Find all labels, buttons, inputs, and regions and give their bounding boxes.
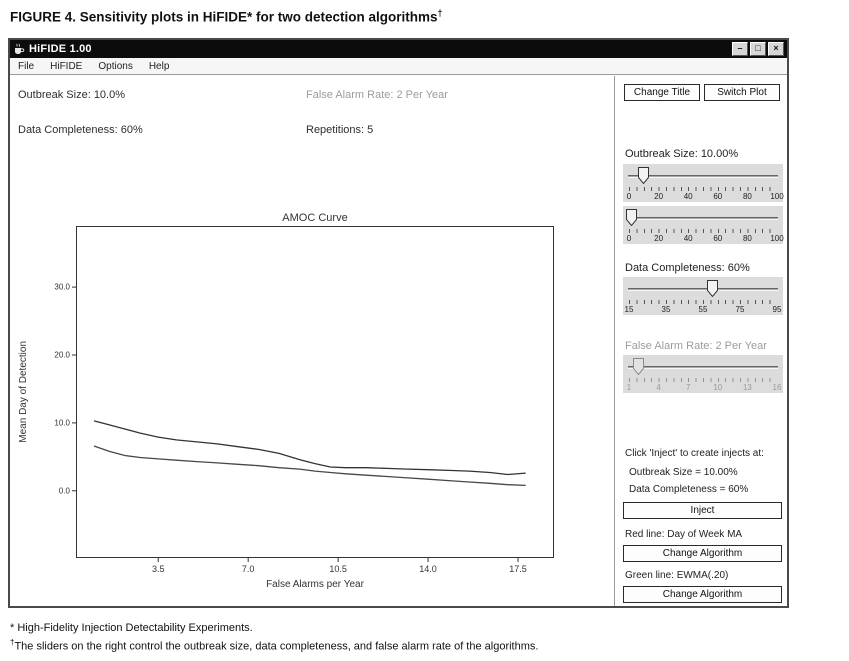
menu-bar xyxy=(10,58,787,75)
figure-caption-text: FIGURE 4. Sensitivity plots in HiFIDE* for two detection algorithms xyxy=(10,9,438,25)
figure-caption-dagger: † xyxy=(437,8,443,18)
footnote-star xyxy=(10,622,253,634)
change-algorithm-button-2[interactable]: Change Algorithm xyxy=(623,586,782,603)
status-repetitions: Repetitions: 5 xyxy=(306,124,374,136)
slider-tick-label: 10 xyxy=(713,383,723,392)
window-titlebar[interactable] xyxy=(10,40,787,58)
slider-tick-label: 7 xyxy=(685,383,691,392)
y-tick-label: 30.0 xyxy=(54,282,70,292)
window-controls xyxy=(732,42,784,56)
change-algorithm-button-1[interactable]: Change Algorithm xyxy=(623,545,782,562)
y-tick-labels xyxy=(36,226,70,558)
footnote-dagger xyxy=(10,638,538,653)
x-tick-label: 14.0 xyxy=(419,564,437,574)
x-tick-label: 17.5 xyxy=(509,564,527,574)
slider-track xyxy=(628,288,778,291)
inject-outbreak-value: Outbreak Size = 10.00% xyxy=(629,467,738,478)
slider-tick-label: 80 xyxy=(742,234,752,243)
minimize-icon[interactable]: – xyxy=(732,42,748,56)
slider-thumb[interactable] xyxy=(633,358,644,375)
slider-tick-label: 100 xyxy=(770,192,784,201)
slider-tick-label: 60 xyxy=(713,192,723,201)
slider-tick-label: 0 xyxy=(626,234,632,243)
slider-tick-label: 40 xyxy=(683,234,693,243)
slider-tick-label: 0 xyxy=(626,192,632,201)
red-line-legend: Red line: Day of Week MA xyxy=(625,529,743,540)
control-panel xyxy=(614,76,787,606)
y-axis-label xyxy=(16,226,30,558)
slider-labels xyxy=(626,192,784,202)
inject-hint: Click 'Inject' to create injects at: xyxy=(625,448,764,459)
x-axis-label: False Alarms per Year xyxy=(266,579,364,590)
slider-tick-label: 16 xyxy=(772,383,782,392)
chart-title: AMOC Curve xyxy=(282,212,348,224)
slider-track xyxy=(628,217,778,220)
slider-tick-label: 20 xyxy=(654,192,664,201)
status-outbreak-size: Outbreak Size: 10.0% xyxy=(18,89,126,101)
slider-tick-label: 15 xyxy=(624,305,634,314)
slider-tick-label: 13 xyxy=(742,383,752,392)
false-alarm-rate-label: False Alarm Rate: 2 Per Year xyxy=(625,340,767,352)
plot-border xyxy=(77,227,554,558)
menu-help[interactable]: Help xyxy=(148,60,170,72)
menu-hifide[interactable]: HiFIDE xyxy=(50,60,83,72)
outbreak-size-slider-1[interactable] xyxy=(623,164,783,202)
change-title-button[interactable]: Change Title xyxy=(624,84,700,101)
y-tick-label: 20.0 xyxy=(54,350,70,360)
inject-button[interactable]: Inject xyxy=(623,502,782,519)
figure-caption xyxy=(10,8,443,25)
window-title: HiFIDE 1.00 xyxy=(29,43,92,55)
close-icon[interactable]: × xyxy=(768,42,784,56)
inject-completeness-value: Data Completeness = 60% xyxy=(629,484,749,495)
hifide-window xyxy=(8,38,789,608)
maximize-icon[interactable]: □ xyxy=(750,42,766,56)
outbreak-size-label: Outbreak Size: 10.00% xyxy=(625,148,739,160)
status-data-completeness: Data Completeness: 60% xyxy=(18,124,143,136)
slider-tick-label: 40 xyxy=(683,192,693,201)
slider-ticks xyxy=(629,229,777,233)
footnote-dagger-text: The sliders on the right control the outbreak size, data completeness, and false alarm rate of the algorithms. xyxy=(14,640,539,653)
slider-thumb[interactable] xyxy=(638,167,649,184)
slider-labels xyxy=(624,305,782,315)
slider-ticks xyxy=(629,300,777,304)
slider-labels xyxy=(626,234,784,244)
slider-tick-label: 55 xyxy=(698,305,708,314)
slider-tick-label: 20 xyxy=(654,234,664,243)
data-completeness-slider[interactable] xyxy=(623,277,783,315)
y-tick-label: 0.0 xyxy=(58,486,70,496)
x-tick-label: 7.0 xyxy=(241,564,255,574)
data-completeness-label: Data Completeness: 60% xyxy=(625,262,750,274)
slider-tick-label: 100 xyxy=(770,234,784,243)
x-tick-labels xyxy=(76,564,554,576)
slider-tick-label: 4 xyxy=(656,383,661,392)
window-content xyxy=(10,76,787,606)
footnote-dagger-symbol: † xyxy=(10,638,15,647)
slider-track xyxy=(628,175,778,178)
false-alarm-rate-slider[interactable] xyxy=(623,355,783,393)
outbreak-size-slider-2[interactable] xyxy=(623,206,783,244)
java-coffee-icon xyxy=(13,43,25,55)
menu-file[interactable]: File xyxy=(18,60,35,72)
slider-tick-label: 95 xyxy=(772,305,782,314)
menu-options[interactable]: Options xyxy=(98,60,133,72)
slider-labels xyxy=(626,383,782,393)
slider-thumb[interactable] xyxy=(626,209,637,226)
x-tick-label: 3.5 xyxy=(151,564,165,574)
switch-plot-button[interactable]: Switch Plot xyxy=(704,84,780,101)
slider-track xyxy=(628,366,778,369)
slider-ticks xyxy=(629,187,777,191)
curve-ewma-20 xyxy=(94,446,526,485)
footnote-star-text: * High-Fidelity Injection Detectability Experiments. xyxy=(10,622,253,634)
amoc-plot xyxy=(76,226,554,558)
x-tick-label: 10.5 xyxy=(329,564,347,574)
slider-tick-label: 60 xyxy=(713,234,723,243)
slider-tick-label: 80 xyxy=(742,192,752,201)
slider-tick-label: 1 xyxy=(626,383,632,392)
y-tick-label: 10.0 xyxy=(54,418,70,428)
status-false-alarm-rate: False Alarm Rate: 2 Per Year xyxy=(306,89,448,101)
green-line-legend: Green line: EWMA(.20) xyxy=(625,570,729,581)
curve-day-of-week-ma xyxy=(94,421,526,475)
slider-ticks xyxy=(629,378,777,382)
y-axis-label-text: Mean Day of Detection xyxy=(17,341,29,443)
slider-tick-label: 35 xyxy=(661,305,671,314)
slider-tick-label: 75 xyxy=(735,305,745,314)
slider-thumb[interactable] xyxy=(707,280,718,297)
